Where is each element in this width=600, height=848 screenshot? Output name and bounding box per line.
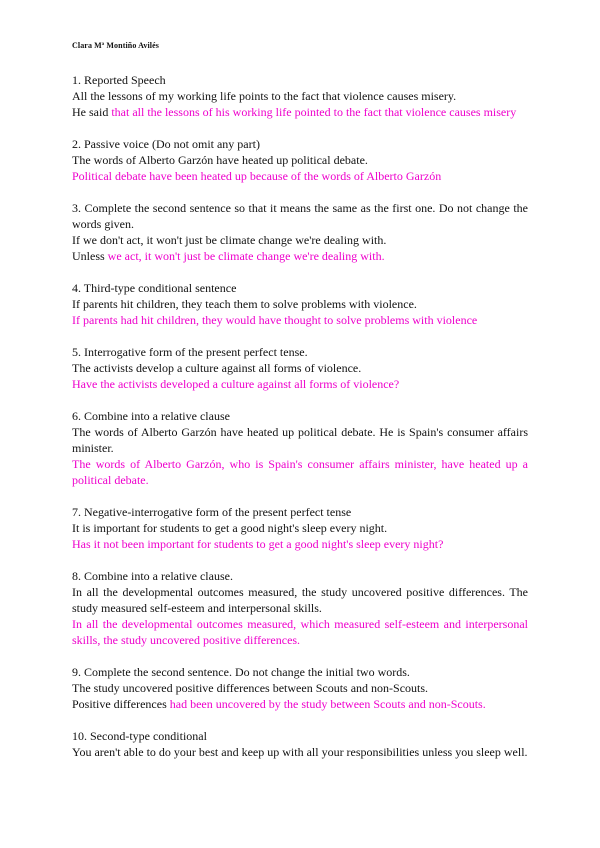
exercise-6 [72, 408, 528, 488]
exercise-answer-line [72, 696, 528, 712]
exercise-heading: 8. Combine into a relative clause. [72, 569, 233, 583]
exercise-8 [72, 568, 528, 648]
exercise-prompt: If we don't act, it won't just be climate change we're dealing with. [72, 233, 387, 247]
exercise-heading: 9. Complete the second sentence. Do not change the initial two words. [72, 665, 410, 679]
exercise-10 [72, 728, 528, 760]
exercise-prompt: It is important for students to get a good night's sleep every night. [72, 521, 388, 535]
exercise-prompt: In all the developmental outcomes measured, the study uncovered positive differences. The study measured self-esteem and interpersonal skills. [72, 585, 528, 615]
exercise-answer: we act, it won't just be climate change we're dealing with. [107, 249, 385, 263]
exercise-prompt: If parents hit children, they teach them to solve problems with violence. [72, 297, 417, 311]
exercise-answer: Have the activists developed a culture against all forms of violence? [72, 377, 400, 391]
exercise-heading: 2. Passive voice (Do not omit any part) [72, 137, 260, 151]
exercise-prompt: All the lessons of my working life points to the fact that violence causes misery. [72, 89, 457, 103]
exercise-heading: 1. Reported Speech [72, 73, 166, 87]
exercise-answer: Political debate have been heated up because of the words of Alberto Garzón [72, 169, 442, 183]
author-name: Clara Mª Montiño Avilés [72, 41, 159, 50]
exercise-heading: 7. Negative-interrogative form of the present perfect tense [72, 505, 352, 519]
exercise-answer-line [72, 104, 528, 120]
exercise-prompt: The words of Alberto Garzón have heated up political debate. [72, 153, 368, 167]
exercise-9 [72, 664, 528, 712]
exercise-heading: 4. Third-type conditional sentence [72, 281, 237, 295]
answer-prefix: Positive differences [72, 697, 170, 711]
exercise-heading: 5. Interrogative form of the present perfect tense. [72, 345, 308, 359]
exercise-prompt: The activists develop a culture against all forms of violence. [72, 361, 362, 375]
exercise-prompt: You aren't able to do your best and keep up with all your responsibilities unless you sleep well. [72, 745, 528, 759]
exercise-answer: that all the lessons of his working life pointed to the fact that violence causes misery [111, 105, 517, 119]
answer-prefix: He said [72, 105, 112, 119]
exercise-answer-line [72, 248, 528, 264]
exercise-3 [72, 200, 528, 264]
exercise-answer: Has it not been important for students to get a good night's sleep every night? [72, 537, 444, 551]
exercise-answer: The words of Alberto Garzón, who is Spain's consumer affairs minister, have heated up a political debate. [72, 457, 528, 487]
exercise-heading: 10. Second-type conditional [72, 729, 207, 743]
exercise-4 [72, 280, 528, 328]
exercise-answer: If parents had hit children, they would have thought to solve problems with violence [72, 313, 478, 327]
exercise-prompt: The words of Alberto Garzón have heated up political debate. He is Spain's consumer affairs minister. [72, 425, 528, 455]
exercise-list [72, 72, 528, 776]
exercise-1 [72, 72, 528, 120]
exercise-answer: In all the developmental outcomes measured, which measured self-esteem and interpersonal skills, the study uncovered positive differences. [72, 617, 528, 647]
exercise-prompt: The study uncovered positive differences between Scouts and non-Scouts. [72, 681, 429, 695]
exercise-answer: had been uncovered by the study between Scouts and non-Scouts. [169, 697, 486, 711]
exercise-heading: 6. Combine into a relative clause [72, 409, 230, 423]
exercise-7 [72, 504, 528, 552]
exercise-heading: 3. Complete the second sentence so that it means the same as the first one. Do not change the words given. [72, 201, 528, 231]
exercise-2 [72, 136, 528, 184]
answer-prefix: Unless [72, 249, 108, 263]
exercise-5 [72, 344, 528, 392]
